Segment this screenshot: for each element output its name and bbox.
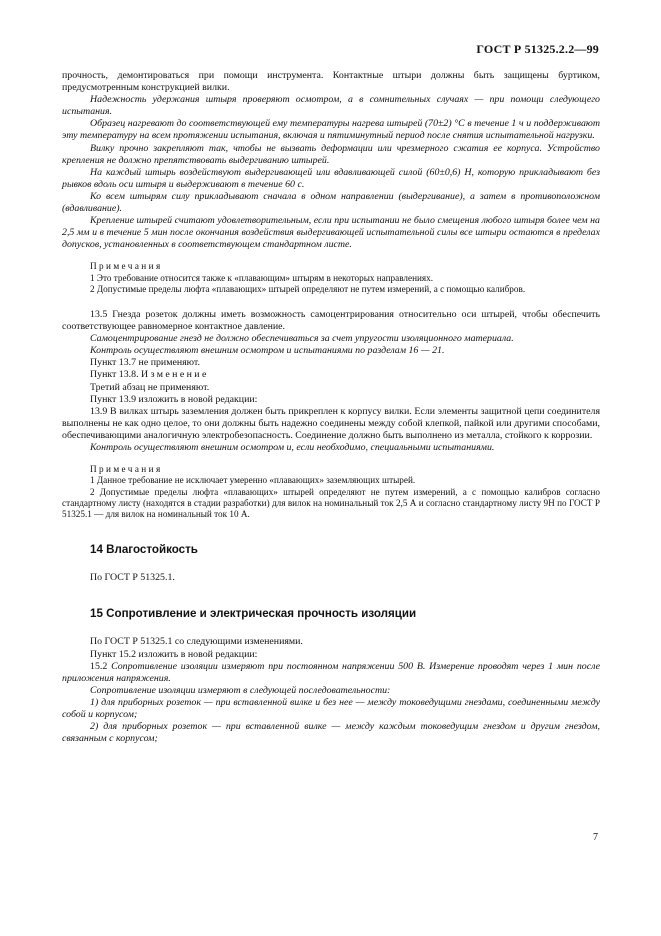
paragraph: Надежность удержания штыря проверяют осмотром, а в сомнительных случаях — при помощи следующего испытания.	[62, 94, 600, 118]
paragraph: Крепление штырей считают удовлетворительным, если при испытании не было смещения любого штыря более чем на 2,5 мм и в течение 5 мин после окончания воздействия выдергивающей испытательной силы все штыри остаются в пределах допусков, установленных в соответствующем стандартном листе.	[62, 215, 600, 251]
note-item: 1 Это требование относится также к «плавающим» штырям в некоторых направлениях.	[90, 272, 434, 283]
section-heading-14: 14 Влагостойкость	[90, 543, 198, 557]
clause-13-9: 13.9 В вилках штырь заземления должен быть прикреплен к корпусу вилки. Если элементы защитной цепи соединителя выполнены не как одно целое, то они должны быть надежно соединены между собой клепкой, пайкой или другими способами, обеспечивающими аналогичную электробезопасность. Соединение должно быть выполнено из металла, стойкого к коррозии.	[62, 405, 600, 441]
paragraph: Пункт 15.2 изложить в новой редакции:	[90, 648, 258, 660]
note-item: 2 Допустимые пределы люфта «плавающих» штырей определяют не путем измерений, а с помощью калибров согласно стандартному листу (находятся в стадии разработки) для вилок на номинальный ток 2,5 А и согласно стандартному листу 9Н по ГОСТ Р 51325.1 — для вилок на номинальный ток 10 А.	[62, 486, 600, 519]
page-content	[62, 70, 600, 745]
notes-heading: Примечания	[90, 261, 163, 272]
clause-text: Сопротивление изоляции измеряют при постоянном напряжении 500 В. Измерение проводят через 1 мин после приложения напряжения.	[62, 660, 601, 684]
list-item: 2) для приборных розеток — при вставленной вилке — между каждым токоведущим гнездом и другим гнездом, связанным с корпусом;	[62, 721, 600, 745]
clause-ref: Пункт 13.8.	[90, 369, 139, 381]
paragraph: Пункт 13.7 не применяют.	[90, 357, 200, 369]
note-item: 2 Допустимые пределы люфта «плавающих» штырей определяют не путем измерений, а с помощью калибров.	[90, 283, 526, 294]
clause-15-2	[62, 661, 600, 685]
paragraph: прочность, демонтироваться при помощи инструмента. Контактные штыри должны быть защищены буртиком, предусмотренным конструкцией вилки.	[62, 70, 600, 94]
clause-13-5: 13.5 Гнезда розеток должны иметь возможность самоцентрирования относительно оси штырей, чтобы обеспечить соответствующее равномерное контактное давление.	[62, 309, 600, 333]
paragraph: Контроль осуществляют внешним осмотром и испытаниями по разделам 16 — 21.	[90, 345, 445, 357]
clause-number: 15.2	[90, 660, 108, 672]
paragraph: Пункт 13.9 изложить в новой редакции:	[90, 393, 258, 405]
paragraph: Сопротивление изоляции измеряют в следующей последовательности:	[90, 684, 391, 696]
paragraph: На каждый штырь воздействуют выдергивающей или вдавливающей силой (60±0,6) Н, которую прикладывают без рывков вдоль оси штыря и выдерживают в течение 60 с.	[62, 166, 600, 190]
paragraph: Самоцентрирование гнезд не должно обеспечиваться за счет упругости изоляционного материала.	[90, 333, 514, 345]
paragraph	[62, 369, 600, 381]
document-code-header: ГОСТ Р 51325.2.2—99	[476, 42, 599, 56]
paragraph: Контроль осуществляют внешним осмотром и, если необходимо, специальными испытаниями.	[90, 442, 495, 454]
paragraph: Вилку прочно закрепляют так, чтобы не вызвать деформации или чрезмерного сжатия ее корпуса. Устройство крепления не должно препятствовать выдергиванию штырей.	[62, 142, 600, 166]
paragraph: Образец нагревают до соответствующей ему температуры нагрева штырей (70±2) °С в течение 1 ч и поддерживают эту температуру на всем протяжении испытания, включая и пятиминутный период после снятия испытательной нагрузки.	[62, 118, 600, 142]
section-heading-15: 15 Сопротивление и электрическая прочность изоляции	[90, 607, 417, 621]
paragraph: По ГОСТ Р 51325.1 со следующими изменениями.	[90, 636, 303, 648]
list-item: 1) для приборных розеток — при вставленной вилке и без нее — между токоведущими гнездами, соединенными между собой и корпусом;	[62, 696, 600, 720]
page-number: 7	[593, 832, 598, 843]
paragraph: Третий абзац не применяют.	[90, 381, 210, 393]
notes-heading: Примечания	[90, 464, 163, 475]
paragraph: По ГОСТ Р 51325.1.	[90, 572, 175, 584]
change-label: Изменение	[141, 369, 209, 381]
note-item: 1 Данное требование не исключает умеренно «плавающих» заземляющих штырей.	[90, 475, 416, 486]
paragraph: Ко всем штырям силу прикладывают сначала в одном направлении (выдергивание), а затем в противоположном (вдавливание).	[62, 190, 600, 215]
